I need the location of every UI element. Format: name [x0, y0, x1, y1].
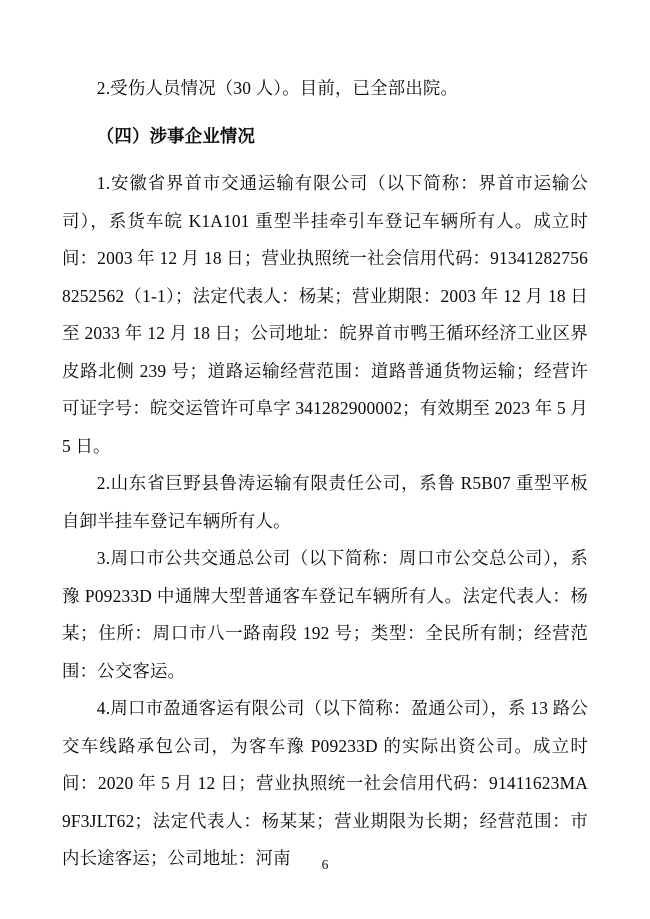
- section-heading-companies: （四）涉事企业情况: [96, 125, 256, 146]
- paragraph-company-2-juye: 2.山东省巨野县鲁涛运输有限责任公司，系鲁 R5B07 重型平板自卸半挂车登记车辆所有人。: [62, 473, 588, 531]
- paragraph-company-3-zhoukou-bus: 3.周口市公共交通总公司（以下简称：周口市公交总公司），系豫 P09233D 中通牌大型普通客车登记车辆所有人。法定代表人：杨某；住所：周口市八一路南段 192 号；类型：全民所有制；经营范围：公交客运。: [62, 548, 588, 681]
- paragraph-company-4-yingtong: 4.周口市盈通客运有限公司（以下简称：盈通公司），系 13 路公交车线路承包公司，为客车豫 P09233D 的实际出资公司。成立时间：2020 年 5 月 12 日；营业执照统一社会信用代码：91411623MA9F3JLT62；法定代表人：杨某某；营业期限为长期；经营范围：市内长途客运；公司地址：河南: [62, 698, 588, 868]
- paragraph-company-1-jieshou: 1.安徽省界首市交通运输有限公司（以下简称：界首市运输公司），系货车皖 K1A101 重型半挂牵引车登记车辆所有人。成立时间：2003 年 12 月 18 日；营业执照统一社会信用代码：913412827568252562（1-1）；法定代表人：杨某；营业期限：2003 年 12 月 18 日至 2033 年 12 月 18 日；公司地址：皖界首市鸭王循环经济工业区界皮路北侧 239 号；道路运输经营范围：道路普通货物运输；经营许可证字号：皖交运管许可阜字 341282900002；有效期至 2023 年 5 月 5 日。: [62, 173, 588, 456]
- paragraph-injured-persons: 2.受伤人员情况（30 人）。目前，已全部出院。: [96, 78, 459, 98]
- page-number: 6: [321, 857, 329, 872]
